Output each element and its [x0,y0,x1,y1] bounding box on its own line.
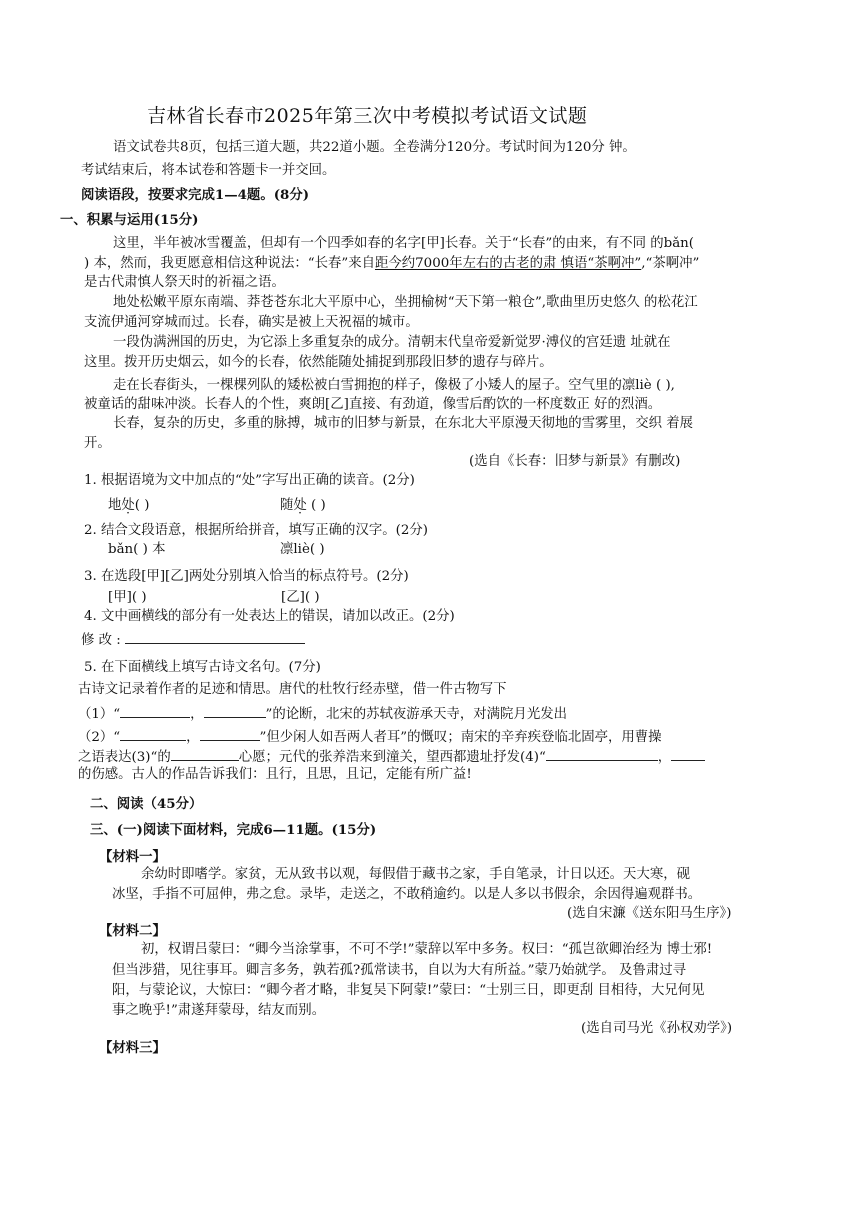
section-2-heading: 二、阅读（45分） [90,796,203,812]
question-1: 1. 根据语境为文中加点的“处”字写出正确的读音。(2分) [84,473,415,488]
material-line: 冰坚，手指不可屈伸，弗之怠。录毕，走送之，不敢稍逾约。以是人多以书假余，余因得遍观群书。 [112,887,702,902]
q4-answer-row [81,632,305,647]
material-line: 余幼时即嗜学。家贫，无从致书以观，每假借于藏书之家，手自笔录，计日以还。天大寒，砚 [141,867,691,882]
passage-line: 开。 [84,436,111,451]
q5-text: （1）“ [78,707,121,722]
q5-text: ”但少闲人如吾两人者耳”的慨叹；南宋的辛弃疾登临北固亭，用曹操 [259,730,662,745]
material-line: 阳，与蒙论议，大惊曰：“卿今者才略，非复吴下阿蒙!”蒙曰：“士别三日，即更刮 目相待，大兄何见 [112,983,705,998]
dotted-char: 处 [121,498,135,513]
passage-line: 这里，半年被冰雪覆盖，但却有一个四季如春的名字[甲]长春。关于“长春”的由来，有不同 的bǎn( [113,236,695,251]
q2-answer-1[interactable]: bǎn( ) 本 [108,542,166,557]
question-4: 4. 文中画横线的部分有一处表达上的错误，请加以改正。(2分) [84,609,455,624]
q5-line: 古诗文记录着作者的足迹和情思。唐代的杜牧行经赤壁，借一件古物写下 [78,682,507,697]
passage-line: 被童话的甜味冲淡。长春人的个性，爽朗[乙]直接、有劲道，像雪后酌饮的一杯度数正 好的烈酒。 [84,397,662,412]
answer-blank[interactable]: ( ) [134,498,150,513]
q4-answer-blank[interactable] [125,632,305,644]
q5-text: ”的论断，北宋的苏轼夜游承天寺，对满院月光发出 [265,707,567,722]
underlined-error-phrase: 距今约7000年左右的古老的肃 慎语“茶啊冲” [374,256,642,271]
intro-line-2: 考试结束后，将本试卷和答题卡一并交回。 [81,163,336,178]
passage-text: ,“茶啊冲” [641,256,700,271]
material-2-label: 【材料二】 [99,923,166,939]
passage-line: 长春，复杂的历史，多重的脉搏，城市的旧梦与新景，在东北大平原漫天彻地的雪雾里，交织 着展 [113,416,694,431]
material-3-label: 【材料三】 [99,1040,166,1056]
passage-line: 是古代肃慎人祭天时的祈福之语。 [84,275,285,290]
poem-blank-2[interactable] [204,706,266,718]
q1-answer-1 [108,499,150,512]
page-title: 吉林省长春市2025年第三次中考模拟考试语文试题 [147,105,588,127]
passage-line: 这里。拨开历史烟云，如今的长春，依然能随处捕捉到那段旧梦的遗存与碎片。 [84,355,553,370]
passage-text: ) 本，然而，我更愿意相信这种说法：“长春”来自 [84,256,375,271]
q5-text: 之语表达(3)“的 [78,750,171,765]
section-3-heading: 三、(一)阅读下面材料，完成6—11题。(15分) [90,822,377,838]
passage-line: 支流伊通河穿城而过。长春，确实是被上天祝福的城市。 [84,315,419,330]
poem-blank-4[interactable] [200,729,260,741]
material-line: 但当涉猎，见往事耳。卿言多务，孰若孤?孤常读书，自以为大有所益。”蒙乃始就学。 及鲁肃过寻 [112,963,686,978]
passage-source: (选自《长春：旧梦与新景》有删改) [469,454,681,469]
material-1-source: (选自宋濂《送东阳马生序》) [567,906,732,921]
intro-line-1: 语文试卷共8页，包括三道大题，共22道小题。全卷满分120分。考试时间为120分 钟。 [113,140,636,155]
poem-blank-5[interactable] [171,749,239,761]
q5-text: ， [190,707,204,722]
q5-text: ， [186,730,200,745]
q4-label: 修 改 : [81,633,121,648]
passage-line: 走在长春街头，一棵棵列队的矮松被白雪拥抱的样子，像极了小矮人的屋子。空气里的凛liè ( ), [113,378,675,393]
passage-line: 地处松嫩平原东南端、莽苍苍东北大平原中心，坐拥榆树“天下第一粮仓”,歌曲里历史悠久 的松花江 [113,295,698,310]
poem-blank-1[interactable] [120,706,190,718]
poem-blank-7[interactable] [671,749,705,761]
q3-answer-2[interactable]: [乙]( ) [281,590,320,605]
question-3: 3. 在选段[甲][乙]两处分别填入恰当的标点符号。(2分) [84,569,409,584]
section-1-heading: 一、积累与运用(15分) [60,212,199,228]
material-1-label: 【材料一】 [99,849,166,865]
q5-line [78,729,662,744]
q5-text: （2）“ [78,730,121,745]
material-2-source: (选自司马光《孙权劝学》) [581,1021,733,1036]
q5-line: 的伤感。古人的作品告诉我们：且行，且思，且记，定能有所广益! [78,767,472,782]
reading-instruction: 阅读语段，按要求完成1—4题。(8分) [81,187,310,203]
poem-blank-6[interactable] [546,749,658,761]
q3-answer-1[interactable]: [甲]( ) [108,590,147,605]
q5-line [78,706,567,721]
q2-answer-2[interactable]: 凛liè( ) [280,542,325,557]
q1-text: 地 [108,498,122,513]
q5-line [78,749,705,764]
answer-blank[interactable]: ( ) [306,498,326,513]
q1-text: 随 [280,498,294,513]
material-line: 事之晚乎!”肃遂拜蒙母，结友而别。 [112,1003,326,1018]
passage-line: 一段伪满洲国的历史，为它添上多重复杂的成分。清朝末代皇帝爱新觉罗·溥仪的宫廷遗 址就在 [113,335,671,350]
poem-blank-3[interactable] [120,729,186,741]
dotted-char: 处 [293,498,307,513]
question-2: 2. 结合文段语意，根据所给拼音，填写正确的汉字。(2分) [84,523,428,538]
q5-text: ， [657,750,672,765]
q5-text: 心愿；元代的张养浩来到潼关，望西都遗址抒发(4)“ [238,750,546,765]
material-line: 初，权谓吕蒙曰：“卿今当涂掌事，不可不学!”蒙辞以军中多务。权曰：“孤岂欲卿治经为 博士邪! [141,942,713,957]
question-5: 5. 在下面横线上填写古诗文名句。(7分) [84,660,321,675]
q1-answer-2 [280,499,326,512]
passage-line [84,257,699,270]
